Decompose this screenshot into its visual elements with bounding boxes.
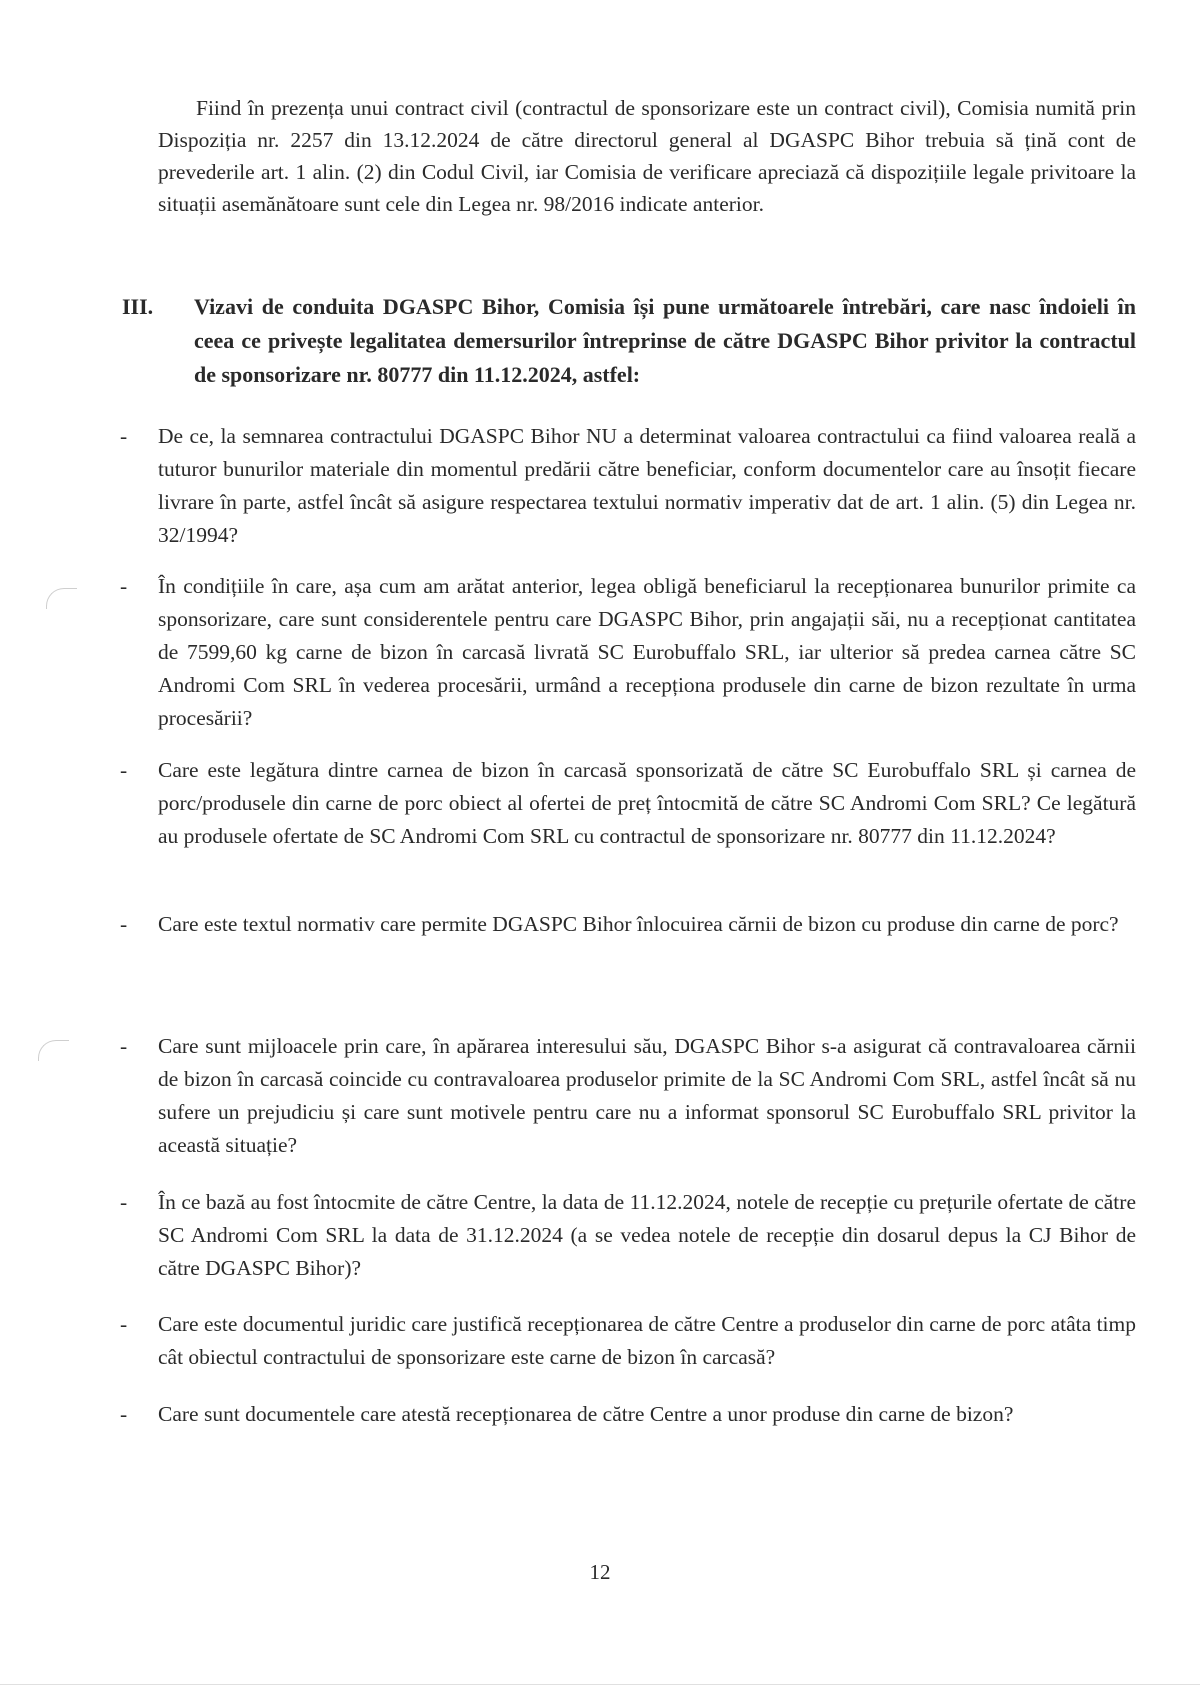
- section-heading: Vizavi de conduita DGASPC Bihor, Comisia își pune următoarele întrebări, care nasc îndoieli în ceea ce privește legalitatea demersurilor întreprinse de către DGASPC Bihor privitor la contractul de sponsorizare nr. 80777 din 11.12.2024, astfel:: [194, 294, 1136, 387]
- bullet-marker: -: [120, 1402, 128, 1426]
- punch-hole-mark: [46, 588, 77, 609]
- intro-paragraph: Fiind în prezența unui contract civil (contractul de sponsorizare este un contract civil), Comisia numită prin Dispoziția nr. 2257 din 13.12.2024 de către directorul general al DGASPC Bihor trebuia să țină cont de prevederile art. 1 alin. (2) din Codul Civil, iar Comisia de verificare apreciază că dispozițiile legale privitoare la situații asemănătoare sunt cele din Legea nr. 98/2016 indicate anterior.: [158, 96, 1136, 216]
- list-item-text: Care este documentul juridic care justifică recepționarea de către Centre a produselor din carne de porc atâta timp cât obiectul contractului de sponsorizare este carne de bizon în carcasă?: [158, 1312, 1136, 1369]
- bullet-marker: -: [120, 912, 128, 936]
- list-item-text: Care este legătura dintre carnea de bizon în carcasă sponsorizată de către SC Eurobuffalo SRL și carnea de porc/produsele din carne de porc obiect al ofertei de preț întocmită de către SC Andromi Com SRL? Ce legătură au produsele ofertate de SC Andromi Com SRL cu contractul de sponsorizare nr. 80777 din 11.12.2024?: [158, 758, 1136, 848]
- bullet-marker: -: [120, 1034, 128, 1058]
- bullet-marker: -: [120, 424, 128, 448]
- list-item-text: Care sunt documentele care atestă recepționarea de către Centre a unor produse din carne de bizon?: [158, 1402, 1014, 1426]
- list-item-text: În ce bază au fost întocmite de către Centre, la data de 11.12.2024, notele de recepție cu prețurile ofertate de către SC Andromi Com SRL la data de 31.12.2024 (a se vedea notele de recepție din dosarul depus la CJ Bihor de către DGASPC Bihor)?: [158, 1190, 1136, 1280]
- page-number: 12: [589, 1560, 611, 1584]
- list-item-text: Care sunt mijloacele prin care, în apărarea interesului său, DGASPC Bihor s-a asigurat că contravaloarea cărnii de bizon în carcasă coincide cu contravaloarea produselor primite de la SC Andromi Com SRL, astfel încât să nu sufere un prejudiciu și care sunt motivele pentru care nu a informat sponsorul SC Eurobuffalo SRL privitor la această situație?: [158, 1034, 1136, 1157]
- bullet-marker: -: [120, 758, 128, 782]
- list-item-text: În condițiile în care, așa cum am arătat anterior, legea obligă beneficiarul la recepționarea bunurilor primite ca sponsorizare, care sunt considerentele pentru care DGASPC Bihor, prin angajații săi, nu a recepționat cantitatea de 7599,60 kg carne de bizon în carcasă livrată SC Eurobuffalo SRL, iar ulterior să predea carnea către SC Andromi Com SRL în vederea procesării, urmând a recepționa produsele din carne de bizon rezultate în urma procesării?: [158, 574, 1136, 730]
- list-item-text: De ce, la semnarea contractului DGASPC Bihor NU a determinat valoarea contractului ca fiind valoarea reală a tuturor bunurilor materiale din momentul predării către beneficiar, conform documentelor care au însoțit fiecare livrare în parte, astfel încât să asigure respectarea textului normativ imperativ dat de art. 1 alin. (5) din Legea nr. 32/1994?: [158, 424, 1136, 547]
- bullet-marker: -: [120, 1190, 128, 1214]
- scan-edge-line: [0, 1684, 1200, 1685]
- punch-hole-mark: [38, 1040, 69, 1061]
- bullet-marker: -: [120, 574, 128, 598]
- section-number: III.: [122, 294, 154, 319]
- list-item-text: Care este textul normativ care permite DGASPC Bihor înlocuirea cărnii de bizon cu produse din carne de porc?: [158, 912, 1119, 936]
- bullet-marker: -: [120, 1312, 128, 1336]
